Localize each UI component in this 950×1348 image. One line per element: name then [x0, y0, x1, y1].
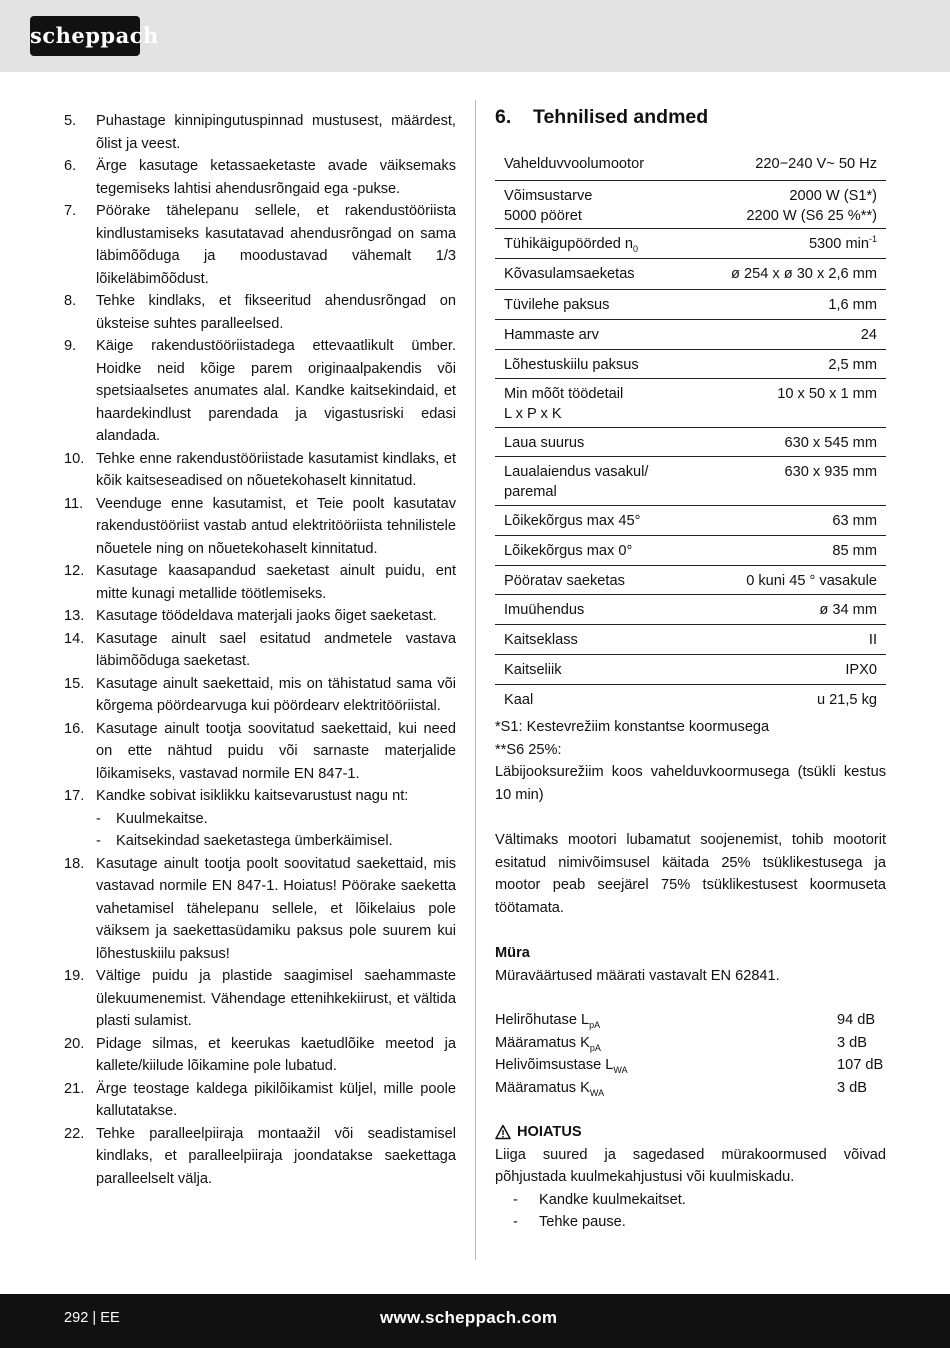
list-item: 16. Kasutage ainult tootja soovitatud saekettaid, kui need on ette nähtud puidu või sarnaste materjalide lõikamiseks, vastavad normile EN 847-1.: [64, 720, 456, 782]
list-item: 18. Kasutage ainult tootja poolt soovitatud saekettaid, mis vastavad normile EN 847-1. Hoiatus! Pöörake saeketta vahetamisel tähelepanu sellele, et lõikelaius pole väiksem ja saekettasüdamiku paksus pole suurem kui lõhestuskiilu paksus!: [64, 855, 456, 962]
warning-title: HOIATUS: [495, 1121, 886, 1144]
sub-list-item: - Kuulmekaitse.: [96, 810, 208, 827]
list-item: 20. Pidage silmas, et keerukas kaetudlõike meetod ja kallete/kiilude lõikamine pole lubatud.: [64, 1035, 456, 1074]
note-s6-text: Läbijooksurežiim koos vahelduvkoormusega (tsükli kestus 10 min): [495, 764, 886, 803]
sub-list-item: - Kaitsekindad saeketastega ümberkäimisel.: [96, 833, 393, 849]
table-row: Vahelduvvoolumootor 220−240 V~ 50 Hz: [504, 156, 877, 172]
safety-instructions-list: [64, 110, 456, 1190]
list-item: 19. Vältige puidu ja plastide saagimisel saehammaste ülekuumenemist. Vähendage ettenihkekiirust, et vältida plasti sulamist.: [64, 968, 456, 1029]
list-item: 11. Veenduge enne kasutamist, et Teie poolt kasutatav rakendustööriist vastab antud elektritööriista tehnilistele nõuetele ning on nõuetekohaselt kinnitatud.: [64, 495, 456, 557]
table-row: Lõikekõrgus max 45° 63 mm: [495, 505, 886, 535]
list-item: 15. Kasutage ainult saekettaid, mis on tähistatud sama või kõrgema pöördearvuga kui pöördearv elektritööriistal.: [64, 675, 456, 714]
table-row: Imuühendus ø 34 mm: [495, 594, 886, 624]
list-item: 7. Pöörake tähelepanu sellele, et rakendustööriista kindlustamiseks kasutatavad ahendusrõngad on sama läbimõõduga ja moodustavad vähemalt 1/3 lõikeläbimõõdust.: [64, 203, 456, 287]
note-s6: **S6 25%:: [495, 741, 562, 758]
noise-row: Helirõhutase $L_{pA}$ 94 dB: [495, 1012, 876, 1030]
list-item: 17. Kandke sobivat isiklikku kaitsevarustust nagu nt:: [64, 788, 409, 804]
list-item: 12. Kasutage kaasapandud saeketast ainult puidu, ent mitte kunagi metallide töötlemiseks.: [64, 563, 456, 602]
table-row: Pööratav saeketas 0 kuni 45 ° vasakule: [495, 565, 886, 594]
list-item: 13. Kasutage töödeldava materjali jaoks õiget saeketast.: [64, 608, 437, 624]
list-item: 9. Käige rakendustööriistadega ettevaatlikult ümber. Hoidke neid kõige parem originaalpakendis või spetsiaalsetes anumates alal. Kandke kaitsekindaid, et haardekindlust parendada ja vigastusriski edasi alandada.: [64, 338, 456, 444]
duty-cycle-paragraph: Vältimaks mootori lubamatut soojenemist, tohib mootorit esitatud nimivõimsusel käitada 25% tsüklikestusega ja mootor peab seejärel 75% tsüklikestusest koormuseta töötamata.: [495, 832, 886, 916]
noise-values: [495, 1009, 886, 1099]
table-row: Kaal u 21,5 kg: [495, 684, 886, 714]
list-item: 21. Ärge teostage kaldega pikilõikamist küljel, mille poole kallutatakse.: [64, 1080, 456, 1119]
warning-text: Liiga suured ja sagedased mürakoormused võivad põhjustada kuulmekahjustusi või kuulmiskadu.: [495, 1146, 886, 1185]
noise-title: Müra: [495, 945, 530, 961]
list-item: - Tehke pause.: [513, 1214, 626, 1230]
website-link[interactable]: www.scheppach.com: [380, 1308, 558, 1327]
list-item: 10. Tehke enne rakendustööriistade kasutamist kindlaks, et kõik kaitseseadised on nõuetekohaselt kinnitatud.: [64, 450, 456, 489]
section-title: 6. Tehnilised andmed: [495, 106, 709, 128]
table-row: Min mõõt töödetail L x P x K 10 x 50 x 1 mm: [495, 378, 886, 427]
list-item: 22. Tehke paralleelpiiraja montaažil või seadistamisel kindlaks, et paralleelpiiraja joondatakse saekettaga paralleelselt välja.: [64, 1125, 456, 1187]
list-item: 5. Puhastage kinnipingutuspinnad mustusest, määrdest, õlist ja veest.: [64, 113, 456, 152]
spec-table: [495, 149, 886, 714]
noise-intro: Müraväärtused määrati vastavalt EN 62841.: [495, 967, 780, 984]
table-row: Võimsustarve 5000 pööret 2000 W (S1*) 2200 W (S6 25 %**): [495, 180, 886, 228]
table-row: Lõikekõrgus max 0° 85 mm: [495, 535, 886, 565]
table-row: Tüvilehe paksus 1,6 mm: [495, 289, 886, 319]
column-divider: [475, 100, 476, 1260]
scheppach-logo: scheppach: [30, 16, 140, 56]
noise-row: Määramatus $K_{pA}$ 3 dB: [495, 1034, 868, 1053]
table-row: Tühikäigupöörded $n_0$ 5300 $\min^{-1}$: [495, 228, 886, 258]
noise-row: Määramatus $K_{WA}$ 3 dB: [495, 1079, 868, 1098]
header-bar: [0, 0, 950, 72]
note-s1: *S1: Kestevrežiim konstantse koormusega: [495, 719, 770, 735]
noise-row: Helivõimsustase $L_{WA}$ 107 dB: [495, 1057, 884, 1075]
list-item: 8. Tehke kindlaks, et fikseeritud ahendusrõngad on üksteise suhtes paralleelsed.: [64, 293, 456, 332]
technical-data-section: [495, 106, 886, 1234]
table-row: Kõvasulamsaeketas ø 254 x ø 30 x 2,6 mm: [495, 258, 886, 289]
list-item: 6. Ärge kasutage ketassaeketaste avade väiksemaks tegemiseks lahtisi ahendusrõngaid ega -pukse.: [64, 158, 456, 197]
table-row: Laualaiendus vasakul/ paremal 630 x 935 mm: [495, 456, 886, 505]
table-row: Kaitseklass II: [495, 624, 886, 654]
list-item: 14. Kasutage ainult sael esitatud andmetele vastava läbimõõduga saeketast.: [64, 630, 456, 669]
page-number: 292 | EE: [64, 1310, 120, 1326]
list-item: - Kandke kuulmekaitset.: [513, 1191, 686, 1208]
table-row: Lõhestuskiilu paksus 2,5 mm: [495, 349, 886, 378]
table-row: Kaitseliik IPX0: [495, 654, 886, 684]
warning-icon: [495, 1124, 511, 1140]
table-row: Laua suurus 630 x 545 mm: [495, 427, 886, 456]
table-row: Hammaste arv 24: [495, 319, 886, 349]
footer-bar: [0, 1294, 950, 1348]
